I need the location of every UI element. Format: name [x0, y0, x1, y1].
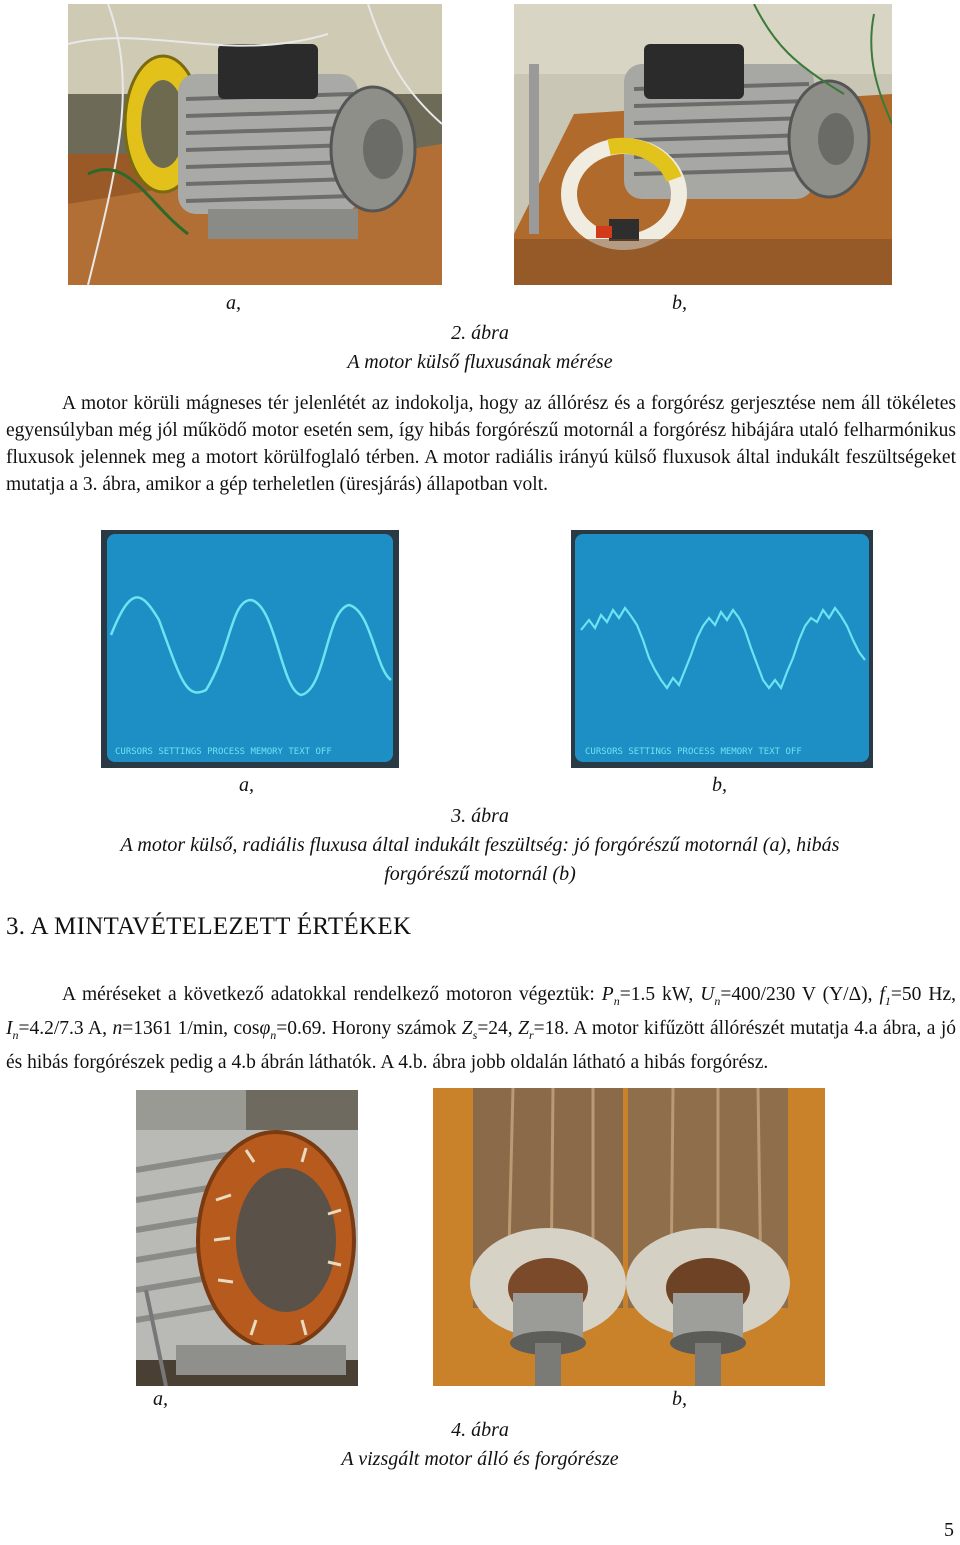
figure2-title: A motor külső fluxusának mérése: [347, 351, 613, 373]
scope-menu-b: CURSORS SETTINGS PROCESS MEMORY TEXT OFF: [585, 747, 802, 757]
figure3-number: 3. ábra: [451, 805, 509, 827]
figure3-title-line1: A motor külső, radiális fluxusa által indukált feszültség: jó forgórészű motornál (a), hibás: [120, 834, 840, 856]
rotor-photo: [433, 1088, 825, 1386]
page-number: 5: [944, 1519, 954, 1541]
figure3-label-a: a,: [239, 774, 254, 796]
figure4-label-a: a,: [153, 1388, 168, 1410]
figure4-number: 4. ábra: [451, 1419, 509, 1441]
paragraph-2: A méréseket a következő adatokkal rendelkező motoron végeztük: $P_n=1.5$ kW, $U_n=400/230$ V (Y/Δ), $f_1=50$ Hz, $I_n=4.2/7.3$ A, n=1361 1/min, cosφ$_n$=0.69. Horony számok $Z_s=24$, $Z_r=18$. A motor kifűzött állórészét mutatja 4.a ábra, a jó és hibás forgórészek pedig a 4.b ábrán láthatók. A 4.b. ábra jobb oldalán látható a hibás forgórész.: [6, 984, 956, 1073]
figure3-title-line2: forgórészű motornál (b): [384, 863, 576, 885]
oscilloscope-a: [101, 530, 399, 768]
stator-photo: [136, 1090, 358, 1386]
motor-photo-b: [514, 4, 892, 285]
figure3-label-b: b,: [712, 774, 727, 796]
motor-photo-a: [68, 4, 442, 285]
figure2-label-a: a,: [226, 292, 241, 314]
section-heading: 3. A MINTAVÉTELEZETT ÉRTÉKEK: [6, 913, 412, 940]
paragraph-1: A motor körüli mágneses tér jelenlétét az indokolja, hogy az állórész és a forgórész gerjesztése nem áll tökéletes egyensúlyban még jól működő motor esetén sem, így hibás forgórészű motornál a forgórész hibájára utaló felharmónikus fluxusok jelennek meg a motort körülfoglaló térben. A motor radiális irányú külső fluxusok által indukált feszültségeket mutatja a 3. ábra, amikor a gép terheletlen (üresjárás) állapotban volt.: [6, 393, 956, 495]
figure2-number: 2. ábra: [451, 322, 509, 344]
figure2-label-b: b,: [672, 292, 687, 314]
figure4-label-b: b,: [672, 1388, 687, 1410]
oscilloscope-b: [571, 530, 873, 768]
scope-menu-a: CURSORS SETTINGS PROCESS MEMORY TEXT OFF: [115, 747, 332, 757]
figure4-title: A vizsgált motor álló és forgórésze: [341, 1448, 619, 1470]
